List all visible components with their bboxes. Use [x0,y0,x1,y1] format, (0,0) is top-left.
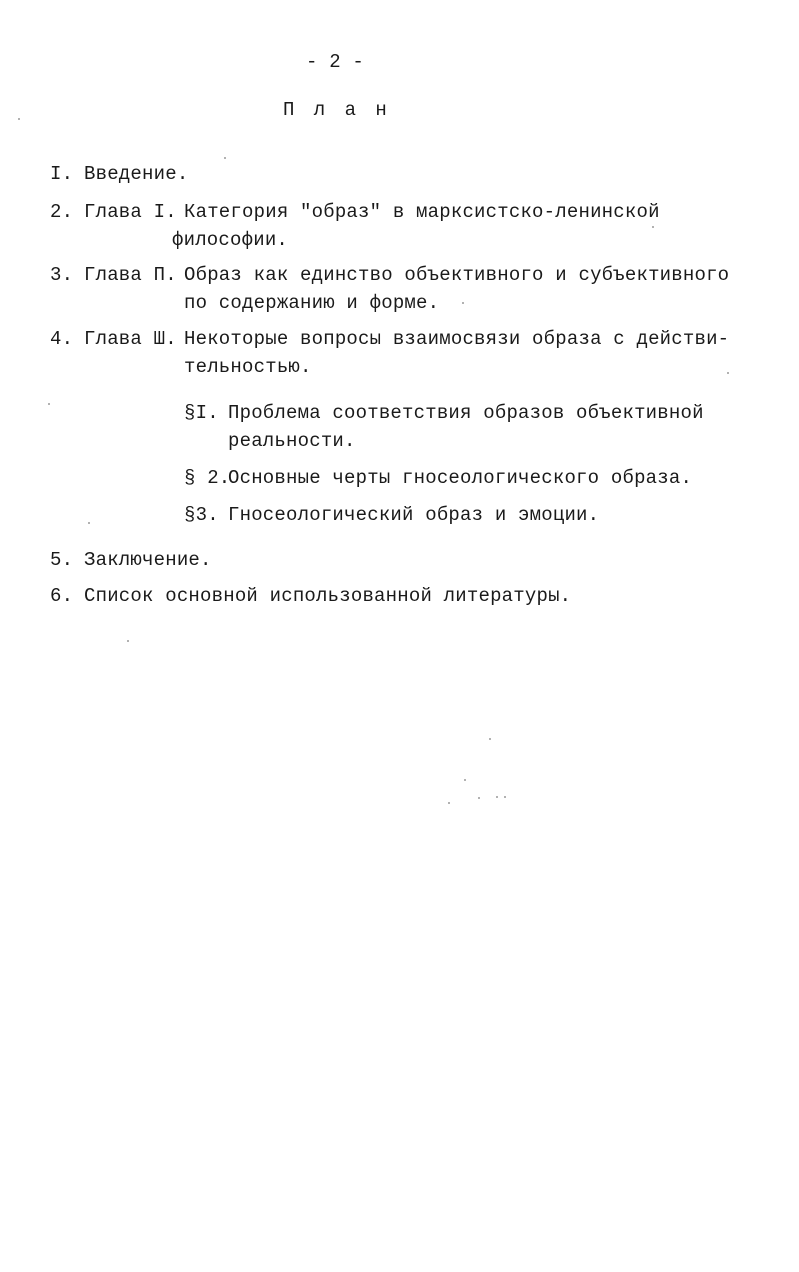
scan-speck [496,796,498,798]
scan-speck [464,779,466,781]
section-3-text: Гносеологический образ и эмоции. [228,504,600,526]
plan-item-4-line-1: Некоторые вопросы взаимосвязи образа с действи- [184,328,730,350]
plan-item-6-number: 6. [50,585,74,607]
plan-item-2-chapter: Глава I. [84,201,177,223]
page-title: П л а н [283,99,391,121]
scan-speck [652,226,654,228]
scan-speck [462,302,464,304]
section-1-line-1: Проблема соответствия образов объективной [228,402,704,424]
scan-speck [448,802,450,804]
scan-speck [127,640,129,642]
plan-item-3-chapter: Глава П. [84,264,177,286]
scan-speck [18,118,20,120]
section-1-mark: §I. [184,402,219,424]
plan-item-2-line-2: философии. [172,229,289,251]
section-3-mark: §3. [184,504,219,526]
scan-speck [88,522,90,524]
scan-speck [478,797,480,799]
plan-item-3-number: 3. [50,264,74,286]
plan-item-5-text: Заключение. [84,549,212,571]
plan-item-3-line-1: Образ как единство объективного и субъективного [184,264,730,286]
plan-item-4-number: 4. [50,328,74,350]
page-number: - 2 - [306,51,365,73]
scan-speck [48,403,50,405]
plan-item-4-chapter: Глава Ш. [84,328,177,350]
section-2-text: Основные черты гносеологического образа. [228,467,693,489]
scan-speck [727,372,729,374]
plan-item-4-line-2: тельностью. [184,356,312,378]
scan-speck [224,157,226,159]
section-2-mark: § 2. [184,467,231,489]
plan-item-2-number: 2. [50,201,74,223]
plan-item-3-line-2: по содержанию и форме. [184,292,440,314]
plan-item-2-line-1: Категория "образ" в марксистско-ленинской [184,201,660,223]
scan-speck [504,796,506,798]
plan-item-1-text: Введение. [84,163,189,185]
section-1-line-2: реальности. [228,430,356,452]
plan-item-5-number: 5. [50,549,74,571]
plan-item-1-number: I. [50,163,74,185]
plan-item-6-text: Список основной использованной литературы. [84,585,572,607]
scan-speck [489,738,491,740]
